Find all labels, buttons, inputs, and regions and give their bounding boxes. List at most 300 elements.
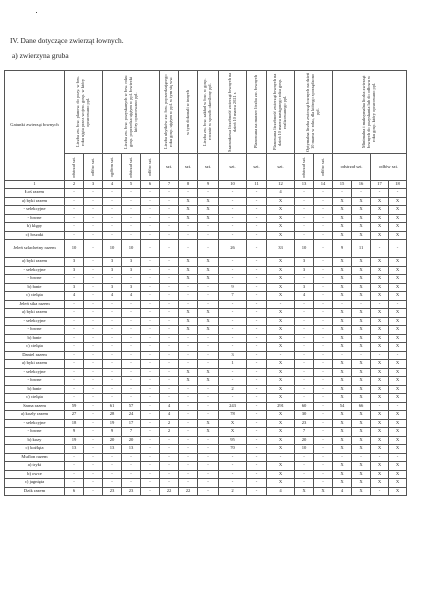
table-cell: 2 bbox=[219, 487, 247, 496]
table-cell: - bbox=[314, 436, 333, 445]
table-cell: - bbox=[389, 453, 407, 462]
table-cell: - bbox=[160, 445, 179, 454]
table-cell: X bbox=[371, 223, 389, 232]
table-cell: X bbox=[179, 197, 198, 206]
table-cell: - bbox=[314, 326, 333, 335]
table-row bbox=[5, 360, 407, 369]
table-cell: X bbox=[333, 317, 352, 326]
table-cell: X bbox=[352, 231, 371, 240]
table-cell: - bbox=[333, 453, 352, 462]
table-cell: X bbox=[371, 231, 389, 240]
species-label: - selekcyjne bbox=[5, 419, 65, 428]
table-cell: - bbox=[160, 292, 179, 301]
table-cell: X bbox=[371, 197, 389, 206]
table-cell: - bbox=[295, 343, 314, 352]
table-cell: - bbox=[267, 453, 295, 462]
table-cell: - bbox=[295, 351, 314, 360]
table-cell: - bbox=[122, 479, 141, 488]
table-cell: - bbox=[65, 206, 84, 215]
sub-szt: szt. bbox=[267, 154, 295, 181]
table-cell: - bbox=[314, 411, 333, 420]
table-cell: 78 bbox=[219, 411, 247, 420]
table-cell: - bbox=[122, 300, 141, 309]
table-cell: 2 bbox=[160, 419, 179, 428]
header-g10: Minimalna i maksymalna liczba zwierząt łownych do pozyskania lub do odłowu w roku gosp. który opracowano ppl. bbox=[333, 71, 407, 154]
column-number: 7 bbox=[160, 181, 179, 189]
table-cell: - bbox=[247, 309, 267, 318]
table-cell: X bbox=[267, 258, 295, 267]
table-cell: - bbox=[219, 453, 247, 462]
table-row bbox=[5, 428, 407, 437]
table-cell: X bbox=[198, 206, 219, 215]
table-cell: - bbox=[295, 470, 314, 479]
species-label: - łowne bbox=[5, 428, 65, 437]
table-cell: - bbox=[122, 231, 141, 240]
table-cell: X bbox=[333, 197, 352, 206]
table-cell: X bbox=[179, 309, 198, 318]
table-row bbox=[5, 326, 407, 335]
table-cell: 19 bbox=[103, 419, 122, 428]
game-animals-table bbox=[4, 70, 407, 496]
table-cell: - bbox=[141, 334, 160, 343]
table-cell: 54 bbox=[333, 402, 352, 411]
table-cell: X bbox=[352, 428, 371, 437]
table-cell: - bbox=[389, 240, 407, 258]
table-cell: - bbox=[160, 436, 179, 445]
column-number: 14 bbox=[314, 181, 333, 189]
table-cell: 26 bbox=[219, 240, 247, 258]
table-cell: - bbox=[247, 445, 267, 454]
column-number: 17 bbox=[371, 181, 389, 189]
table-cell: X bbox=[389, 326, 407, 335]
table-cell: - bbox=[141, 394, 160, 403]
table-cell: X bbox=[371, 206, 389, 215]
table-cell: X bbox=[389, 470, 407, 479]
table-cell: X bbox=[267, 266, 295, 275]
table-cell: 10 bbox=[103, 240, 122, 258]
table-cell: - bbox=[84, 300, 103, 309]
table-cell: 9 bbox=[333, 240, 352, 258]
table-cell: 3 bbox=[65, 266, 84, 275]
table-cell: - bbox=[103, 317, 122, 326]
species-label: - selekcyjne bbox=[5, 368, 65, 377]
table-cell: 4 bbox=[122, 292, 141, 301]
table-cell: - bbox=[141, 240, 160, 258]
table-cell: X bbox=[352, 223, 371, 232]
table-cell: - bbox=[247, 317, 267, 326]
table-cell: - bbox=[247, 223, 267, 232]
table-cell: - bbox=[247, 479, 267, 488]
species-label: Muflon razem bbox=[5, 453, 65, 462]
table-cell: - bbox=[333, 351, 352, 360]
table-cell: 4 bbox=[103, 292, 122, 301]
table-cell: - bbox=[103, 368, 122, 377]
species-label: - łowne bbox=[5, 377, 65, 386]
table-row bbox=[5, 240, 407, 258]
table-cell: - bbox=[160, 231, 179, 240]
species-label: a) byki razem bbox=[5, 360, 65, 369]
table-cell: - bbox=[141, 206, 160, 215]
species-label: b) kozy bbox=[5, 436, 65, 445]
table-cell: - bbox=[389, 351, 407, 360]
table-cell: 20 bbox=[295, 436, 314, 445]
species-label: a) byki razem bbox=[5, 197, 65, 206]
table-cell: - bbox=[84, 377, 103, 386]
column-number: 12 bbox=[267, 181, 295, 189]
table-cell: - bbox=[314, 206, 333, 215]
table-cell: - bbox=[84, 436, 103, 445]
table-cell: - bbox=[122, 385, 141, 394]
table-cell: X bbox=[389, 411, 407, 420]
column-number: 5 bbox=[122, 181, 141, 189]
table-cell: X bbox=[267, 360, 295, 369]
column-number: 3 bbox=[84, 181, 103, 189]
table-cell: - bbox=[122, 377, 141, 386]
table-cell: X bbox=[333, 360, 352, 369]
table-cell: X bbox=[267, 445, 295, 454]
table-cell: 7 bbox=[219, 292, 247, 301]
table-cell: X bbox=[389, 368, 407, 377]
table-cell: X bbox=[267, 470, 295, 479]
table-cell: 3 bbox=[103, 266, 122, 275]
header-g3: Liczba ubytków zw. łow. poprzedzającego roku gosp. ujętym w ppl. w tym się ww. bbox=[160, 71, 179, 154]
table-cell: - bbox=[219, 334, 247, 343]
table-cell: X bbox=[352, 462, 371, 471]
table-cell: - bbox=[219, 189, 247, 198]
table-cell: X bbox=[371, 326, 389, 335]
table-cell: - bbox=[314, 453, 333, 462]
table-cell: - bbox=[295, 206, 314, 215]
table-cell: - bbox=[371, 402, 389, 411]
table-cell: - bbox=[371, 189, 389, 198]
table-cell: - bbox=[160, 334, 179, 343]
table-cell: - bbox=[389, 189, 407, 198]
table-cell: X bbox=[267, 377, 295, 386]
table-cell: - bbox=[247, 326, 267, 335]
species-label: c) cielęta bbox=[5, 394, 65, 403]
table-cell: - bbox=[141, 223, 160, 232]
header-g2: Liczba zw. łow. pozyskanych w łow. roku gosp. poprzedza ujętym w ppl. łowiecki który opracowano ppl. bbox=[103, 71, 160, 154]
table-cell: - bbox=[160, 258, 179, 267]
table-cell: - bbox=[198, 300, 219, 309]
table-cell: - bbox=[103, 334, 122, 343]
table-cell: X bbox=[389, 428, 407, 437]
table-cell: X bbox=[267, 334, 295, 343]
table-cell: - bbox=[314, 419, 333, 428]
table-cell: X bbox=[371, 445, 389, 454]
sub-odstrzal: odstrzał szt. bbox=[122, 154, 141, 181]
species-label: Daniel razem bbox=[5, 351, 65, 360]
table-cell: X bbox=[352, 334, 371, 343]
table-cell: X bbox=[389, 385, 407, 394]
table-cell: X bbox=[352, 445, 371, 454]
table-cell: - bbox=[219, 258, 247, 267]
table-cell: - bbox=[160, 479, 179, 488]
table-cell: - bbox=[65, 343, 84, 352]
species-label: b) klępy bbox=[5, 223, 65, 232]
table-row bbox=[5, 343, 407, 352]
table-cell: 2 bbox=[160, 428, 179, 437]
table-cell: - bbox=[198, 189, 219, 198]
table-cell: - bbox=[371, 351, 389, 360]
table-cell: 6 bbox=[65, 487, 84, 496]
table-cell: X bbox=[333, 394, 352, 403]
table-cell: 27 bbox=[65, 411, 84, 420]
species-label: c) cielęta bbox=[5, 292, 65, 301]
column-number: 1 bbox=[5, 181, 65, 189]
table-cell: - bbox=[179, 436, 198, 445]
table-cell: - bbox=[179, 223, 198, 232]
table-cell: - bbox=[103, 360, 122, 369]
table-cell: X bbox=[371, 360, 389, 369]
table-cell: - bbox=[84, 197, 103, 206]
table-cell: - bbox=[122, 214, 141, 223]
table-row bbox=[5, 377, 407, 386]
sub-odlow: odłów szt. bbox=[84, 154, 103, 181]
table-cell: - bbox=[84, 462, 103, 471]
table-cell: X bbox=[267, 419, 295, 428]
table-cell: - bbox=[219, 394, 247, 403]
table-cell: - bbox=[122, 368, 141, 377]
table-cell: - bbox=[219, 326, 247, 335]
table-row bbox=[5, 394, 407, 403]
table-cell: X bbox=[333, 206, 352, 215]
table-cell: 4 bbox=[65, 292, 84, 301]
table-cell: X bbox=[333, 462, 352, 471]
species-label: b) łanie bbox=[5, 283, 65, 292]
table-row bbox=[5, 487, 407, 496]
table-cell: X bbox=[371, 419, 389, 428]
table-cell: X bbox=[389, 445, 407, 454]
table-cell: - bbox=[141, 275, 160, 284]
table-cell: X bbox=[267, 479, 295, 488]
table-cell: - bbox=[65, 351, 84, 360]
table-cell: - bbox=[141, 231, 160, 240]
table-cell: - bbox=[219, 275, 247, 284]
table-cell: X bbox=[371, 394, 389, 403]
table-cell: - bbox=[65, 300, 84, 309]
table-cell: - bbox=[84, 258, 103, 267]
table-cell: X bbox=[267, 411, 295, 420]
table-cell: - bbox=[247, 343, 267, 352]
table-cell: - bbox=[179, 360, 198, 369]
table-cell: - bbox=[219, 317, 247, 326]
table-cell: - bbox=[84, 470, 103, 479]
table-cell: - bbox=[179, 470, 198, 479]
table-cell: - bbox=[352, 189, 371, 198]
table-cell: - bbox=[198, 479, 219, 488]
subsection-title: a) zwierzyna gruba bbox=[12, 51, 69, 60]
table-cell: - bbox=[371, 453, 389, 462]
table-cell: 22 bbox=[160, 487, 179, 496]
table-cell: - bbox=[198, 223, 219, 232]
table-cell: X bbox=[389, 283, 407, 292]
table-cell: - bbox=[84, 411, 103, 420]
table-cell: - bbox=[160, 470, 179, 479]
column-number: 10 bbox=[219, 181, 247, 189]
table-cell: - bbox=[84, 309, 103, 318]
table-cell: 9 bbox=[219, 283, 247, 292]
sub-szt: szt. bbox=[179, 154, 198, 181]
species-label: c) koźlęta bbox=[5, 445, 65, 454]
table-cell: - bbox=[219, 309, 247, 318]
table-cell: - bbox=[179, 428, 198, 437]
table-cell: - bbox=[179, 231, 198, 240]
table-cell: X bbox=[333, 436, 352, 445]
table-cell: - bbox=[198, 436, 219, 445]
table-cell: X bbox=[267, 309, 295, 318]
table-cell: X bbox=[333, 445, 352, 454]
sub-ogolem: ogółem szt. bbox=[103, 154, 122, 181]
table-cell: - bbox=[295, 377, 314, 386]
sub-szt: szt. bbox=[247, 154, 267, 181]
table-row bbox=[5, 445, 407, 454]
table-cell: - bbox=[160, 453, 179, 462]
table-cell: 2 bbox=[219, 385, 247, 394]
table-row bbox=[5, 214, 407, 223]
table-cell: 10 bbox=[295, 445, 314, 454]
table-cell: - bbox=[141, 487, 160, 496]
table-cell: 11 bbox=[352, 240, 371, 258]
table-cell: X bbox=[267, 231, 295, 240]
table-cell: X bbox=[333, 223, 352, 232]
table-cell: - bbox=[122, 351, 141, 360]
table-cell: - bbox=[314, 275, 333, 284]
table-cell: - bbox=[141, 436, 160, 445]
table-cell: - bbox=[314, 309, 333, 318]
table-cell: X bbox=[389, 275, 407, 284]
table-cell: X bbox=[333, 258, 352, 267]
table-cell: - bbox=[295, 317, 314, 326]
table-cell: X bbox=[179, 266, 198, 275]
table-cell: - bbox=[84, 445, 103, 454]
table-cell: - bbox=[314, 283, 333, 292]
table-cell: - bbox=[160, 266, 179, 275]
table-cell: - bbox=[198, 470, 219, 479]
table-cell: - bbox=[352, 300, 371, 309]
species-label: b) owce bbox=[5, 470, 65, 479]
table-cell: X bbox=[352, 309, 371, 318]
table-cell: - bbox=[141, 479, 160, 488]
table-cell: X bbox=[352, 266, 371, 275]
table-cell: - bbox=[122, 223, 141, 232]
table-cell: X bbox=[352, 411, 371, 420]
sub-szt: szt. bbox=[198, 154, 219, 181]
table-cell: - bbox=[65, 189, 84, 198]
table-cell: 3 bbox=[65, 283, 84, 292]
table-cell: X bbox=[352, 368, 371, 377]
table-cell: - bbox=[314, 402, 333, 411]
table-cell: - bbox=[295, 462, 314, 471]
table-cell: - bbox=[314, 189, 333, 198]
table-cell: X bbox=[179, 326, 198, 335]
table-cell: - bbox=[160, 275, 179, 284]
table-cell: 3 bbox=[65, 258, 84, 267]
column-number: 15 bbox=[333, 181, 352, 189]
table-cell: - bbox=[198, 462, 219, 471]
table-cell: - bbox=[247, 189, 267, 198]
table-cell: X bbox=[219, 419, 247, 428]
table-cell: X bbox=[352, 479, 371, 488]
table-cell: 10 bbox=[295, 240, 314, 258]
table-cell: - bbox=[103, 275, 122, 284]
sub-odstrzal-szt: odstrzał szt. bbox=[333, 154, 371, 181]
table-row bbox=[5, 402, 407, 411]
table-row bbox=[5, 334, 407, 343]
table-cell: - bbox=[84, 479, 103, 488]
table-cell: - bbox=[65, 360, 84, 369]
table-cell: - bbox=[295, 309, 314, 318]
table-cell: 23 bbox=[103, 487, 122, 496]
table-cell: 3 bbox=[122, 266, 141, 275]
species-label: c) jagnięta bbox=[5, 479, 65, 488]
table-cell: - bbox=[122, 360, 141, 369]
table-cell: X bbox=[333, 343, 352, 352]
table-cell: X bbox=[333, 411, 352, 420]
table-cell: - bbox=[84, 487, 103, 496]
table-cell: X bbox=[371, 275, 389, 284]
species-label: Jeleń sika razem bbox=[5, 300, 65, 309]
table-row bbox=[5, 223, 407, 232]
table-cell: - bbox=[179, 394, 198, 403]
table-cell: X bbox=[352, 258, 371, 267]
table-cell: - bbox=[247, 360, 267, 369]
table-cell: - bbox=[65, 214, 84, 223]
table-cell: - bbox=[247, 436, 267, 445]
table-cell: X bbox=[371, 428, 389, 437]
species-label: - selekcyjne bbox=[5, 206, 65, 215]
table-cell: 243 bbox=[219, 402, 247, 411]
table-cell: - bbox=[371, 240, 389, 258]
table-cell: - bbox=[141, 411, 160, 420]
table-cell: - bbox=[198, 394, 219, 403]
table-cell: - bbox=[84, 214, 103, 223]
table-cell: - bbox=[219, 300, 247, 309]
table-cell: - bbox=[160, 351, 179, 360]
table-cell: X bbox=[371, 283, 389, 292]
table-cell: X bbox=[219, 428, 247, 437]
table-cell: - bbox=[84, 419, 103, 428]
header-g7: Planowana na marzec liczba zw. łownych bbox=[247, 71, 267, 154]
table-cell: X bbox=[198, 368, 219, 377]
table-cell: - bbox=[141, 462, 160, 471]
table-cell: X bbox=[389, 214, 407, 223]
table-cell: X bbox=[333, 377, 352, 386]
table-cell: - bbox=[84, 326, 103, 335]
table-cell: - bbox=[65, 394, 84, 403]
table-cell: - bbox=[198, 487, 219, 496]
table-cell: - bbox=[84, 240, 103, 258]
scan-speck bbox=[36, 12, 37, 13]
table-cell: X bbox=[389, 479, 407, 488]
table-cell: - bbox=[141, 360, 160, 369]
table-cell: - bbox=[179, 240, 198, 258]
table-cell: - bbox=[141, 402, 160, 411]
table-cell: - bbox=[198, 240, 219, 258]
table-cell: X bbox=[371, 343, 389, 352]
table-cell: - bbox=[84, 394, 103, 403]
table-row bbox=[5, 300, 407, 309]
table-cell: 18 bbox=[65, 419, 84, 428]
table-cell: X bbox=[352, 377, 371, 386]
table-cell: 9 bbox=[65, 428, 84, 437]
species-label: a) byki razem bbox=[5, 309, 65, 318]
table-cell: X bbox=[352, 206, 371, 215]
table-cell: - bbox=[122, 343, 141, 352]
column-number: 16 bbox=[352, 181, 371, 189]
species-label: b) łanie bbox=[5, 385, 65, 394]
table-cell: - bbox=[103, 385, 122, 394]
